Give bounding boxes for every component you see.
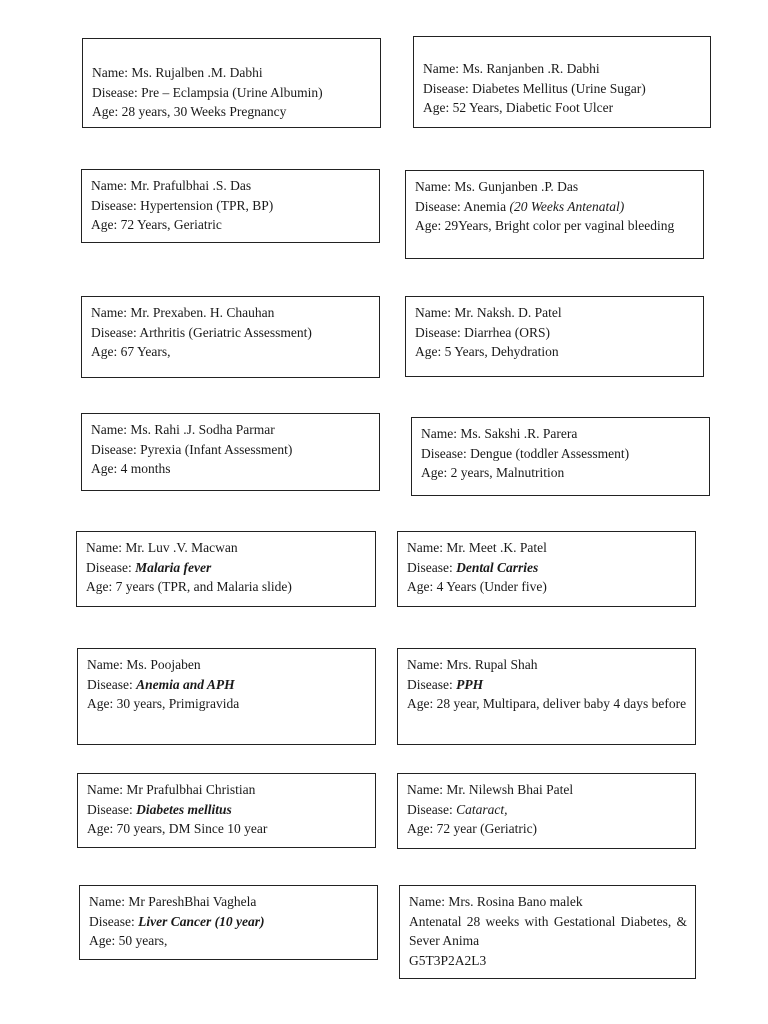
patient-name: Name: Mr. Meet .K. Patel	[407, 540, 547, 555]
patient-card-rupal	[397, 648, 696, 745]
patient-name: Name: Mrs. Rupal Shah	[407, 657, 538, 672]
patient-name: Name: Mr. Nilewsh Bhai Patel	[407, 782, 574, 797]
patient-age: Age: 4 Years (Under five)	[407, 579, 547, 594]
patient-name: Name: Ms. Gunjanben .P. Das	[415, 179, 579, 194]
patient-card-rosina	[399, 885, 696, 979]
patient-obstetric-code: G5T3P2A2L3	[409, 952, 487, 968]
patient-card-meet	[397, 531, 696, 607]
patient-name: Name: Mr. Prafulbhai .S. Das	[91, 178, 252, 193]
patient-name: Name: Mr. Prexaben. H. Chauhan	[91, 305, 275, 320]
patient-card-prexaben	[81, 296, 380, 378]
patient-age: Age: 29Years, Bright color per vaginal bleeding	[415, 218, 675, 233]
patient-card-luv	[76, 531, 376, 607]
patient-disease: Disease: PPH	[407, 676, 484, 692]
patient-card-rahi	[81, 413, 380, 491]
patient-age: Age: 50 years,	[89, 933, 168, 948]
patient-age: Age: 52 Years, Diabetic Foot Ulcer	[423, 100, 614, 115]
patient-card-gunjanben	[405, 170, 704, 259]
patient-age: Age: 28 years, 30 Weeks Pregnancy	[92, 104, 287, 119]
patient-antenatal-info: Antenatal 28 weeks with Gestational Diabetes, & Sever Anima	[409, 913, 687, 948]
patient-disease: Disease: Liver Cancer (10 year)	[89, 913, 265, 929]
patient-name: Name: Ms. Ranjanben .R. Dabhi	[423, 61, 600, 76]
patient-name: Name: Mr. Luv .V. Macwan	[86, 540, 238, 555]
patient-name: Name: Mr Prafulbhai Christian	[87, 782, 256, 797]
patient-card-prafulbhai-das	[81, 169, 380, 243]
patient-age: Age: 7 years (TPR, and Malaria slide)	[86, 579, 292, 594]
patient-disease: Disease: Anemia (20 Weeks Antenatal)	[415, 198, 625, 214]
patient-card-sakshi	[411, 417, 710, 496]
patient-name: Name: Mr. Naksh. D. Patel	[415, 305, 562, 320]
patient-disease: Disease: Hypertension (TPR, BP)	[91, 197, 274, 213]
patient-card-nilewsh	[397, 773, 696, 849]
patient-disease: Disease: Malaria fever	[86, 559, 212, 575]
patient-name: Name: Ms. Sakshi .R. Parera	[421, 426, 578, 441]
patient-disease: Disease: Cataract,	[407, 801, 508, 817]
patient-card-ranjanben	[413, 36, 711, 128]
patient-disease: Disease: Dengue (toddler Assessment)	[421, 445, 630, 461]
patient-card-prafulbhai-christian	[77, 773, 376, 848]
patient-disease: Disease: Arthritis (Geriatric Assessment)	[91, 324, 312, 340]
patient-card-rujalben	[82, 38, 381, 128]
patient-card-pareshbhai	[79, 885, 378, 960]
patient-age: Age: 5 Years, Dehydration	[415, 344, 559, 359]
patient-disease: Disease: Diarrhea (ORS)	[415, 324, 550, 340]
patient-disease: Disease: Diabetes mellitus	[87, 801, 232, 817]
patient-age: Age: 67 Years,	[91, 344, 171, 359]
patient-name: Name: Ms. Rujalben .M. Dabhi	[92, 65, 263, 80]
patient-age: Age: 4 months	[91, 461, 171, 476]
patient-name: Name: Mr PareshBhai Vaghela	[89, 894, 257, 909]
patient-age: Age: 72 Years, Geriatric	[91, 217, 222, 232]
patient-name: Name: Ms. Rahi .J. Sodha Parmar	[91, 422, 275, 437]
patient-disease: Disease: Pyrexia (Infant Assessment)	[91, 441, 293, 457]
patient-card-naksh	[405, 296, 704, 377]
patient-disease: Disease: Pre – Eclampsia (Urine Albumin)	[92, 84, 323, 100]
patient-disease: Disease: Anemia and APH	[87, 676, 235, 692]
patient-card-poojaben	[77, 648, 376, 745]
patient-age: Age: 30 years, Primigravida	[87, 696, 240, 711]
patient-age: Age: 70 years, DM Since 10 year	[87, 821, 268, 836]
patient-age: Age: 2 years, Malnutrition	[421, 465, 565, 480]
patient-age: Age: 72 year (Geriatric)	[407, 821, 538, 836]
patient-name: Name: Ms. Poojaben	[87, 657, 201, 672]
patient-age: Age: 28 year, Multipara, deliver baby 4 days before	[407, 696, 687, 711]
patient-disease: Disease: Dental Carries	[407, 559, 539, 575]
patient-disease: Disease: Diabetes Mellitus (Urine Sugar)	[423, 80, 646, 96]
patient-name: Name: Mrs. Rosina Bano malek	[409, 894, 583, 909]
